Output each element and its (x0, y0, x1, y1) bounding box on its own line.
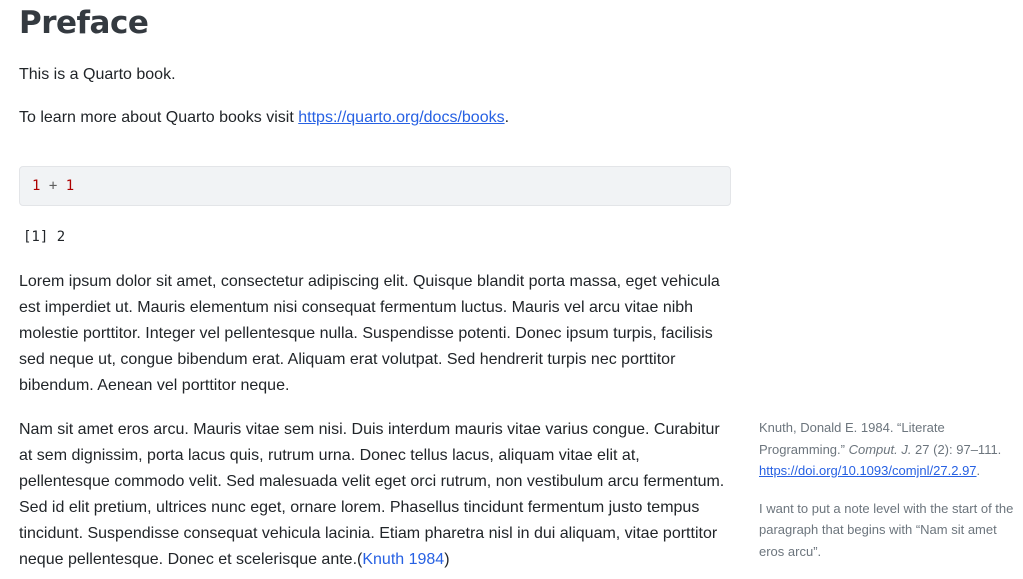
code-output: [1] 2 (23, 229, 66, 245)
nam-paragraph (19, 417, 734, 573)
citation-link[interactable]: Knuth 1984 (362, 551, 445, 568)
code-operator: + (40, 178, 66, 194)
reference-journal: Comput. J. (848, 441, 912, 457)
code-number-left: 1 (32, 178, 41, 194)
reference-doi-link[interactable]: https://doi.org/10.1093/comjnl/27.2.97 (759, 463, 977, 478)
quarto-books-link[interactable]: https://quarto.org/docs/books (298, 109, 505, 126)
lorem-paragraph: Lorem ipsum dolor sit amet, consectetur adipiscing elit. Quisque blandit porta massa, eget vehicula est imperdiet ut. Mauris elementum nisi consequat fermentum luctus. Mauris vel arcu vitae nibh molestie porttitor. Integer vel pellentesque nulla. Suspendisse potenti. Donec ipsum turpis, facilisis sed neque ut, congue bibendum erat. Aliquam erat volutpat. Sed hendrerit turpis nec porttitor bibendum. Aenean vel porttitor neque. (19, 273, 720, 394)
reference-details: 27 (2): 97–111. (911, 441, 1002, 457)
learn-more-paragraph (19, 105, 734, 131)
intro-paragraph: This is a Quarto book. (19, 66, 176, 83)
margin-column (759, 417, 1014, 562)
nam-paragraph-text: Nam sit amet eros arcu. Mauris vitae sem nisi. Duis interdum mauris vitae varius congue. Curabitur at sem dignissim, porta lacus quis, rutrum urna. Donec tellus lacus, aliquam vitae elit at, pellentesque commodo velit. Sed malesuada velit eget orci rutrum, non vestibulum arcu fermentum. Sed id elit pretium, ultrices nunc eget, ornare lorem. Phasellus tincidunt fermentum justo tempus tincidunt. Suspendisse consequat vehicula lacinia. Etiam pharetra nisl in dui aliquam, vitae porttitor neque pellentesque. Donec et scelerisque ante. (19, 421, 725, 568)
margin-reference (759, 417, 1014, 482)
reference-end: . (976, 463, 981, 478)
learn-more-suffix: . (504, 109, 510, 126)
learn-more-prefix: To learn more about Quarto books visit (19, 109, 299, 126)
page-title: Preface (19, 5, 149, 41)
code-number-right: 1 (65, 178, 75, 194)
citation-open: ( (357, 551, 363, 568)
margin-note: I want to put a note level with the start of the paragraph that begins with “Nam sit amet eros arcu”. (759, 500, 1014, 559)
reference-text: Knuth, Donald E. 1984. “Literate Programming.” (759, 420, 945, 457)
code-block (19, 166, 731, 206)
citation-close: ) (444, 551, 450, 568)
